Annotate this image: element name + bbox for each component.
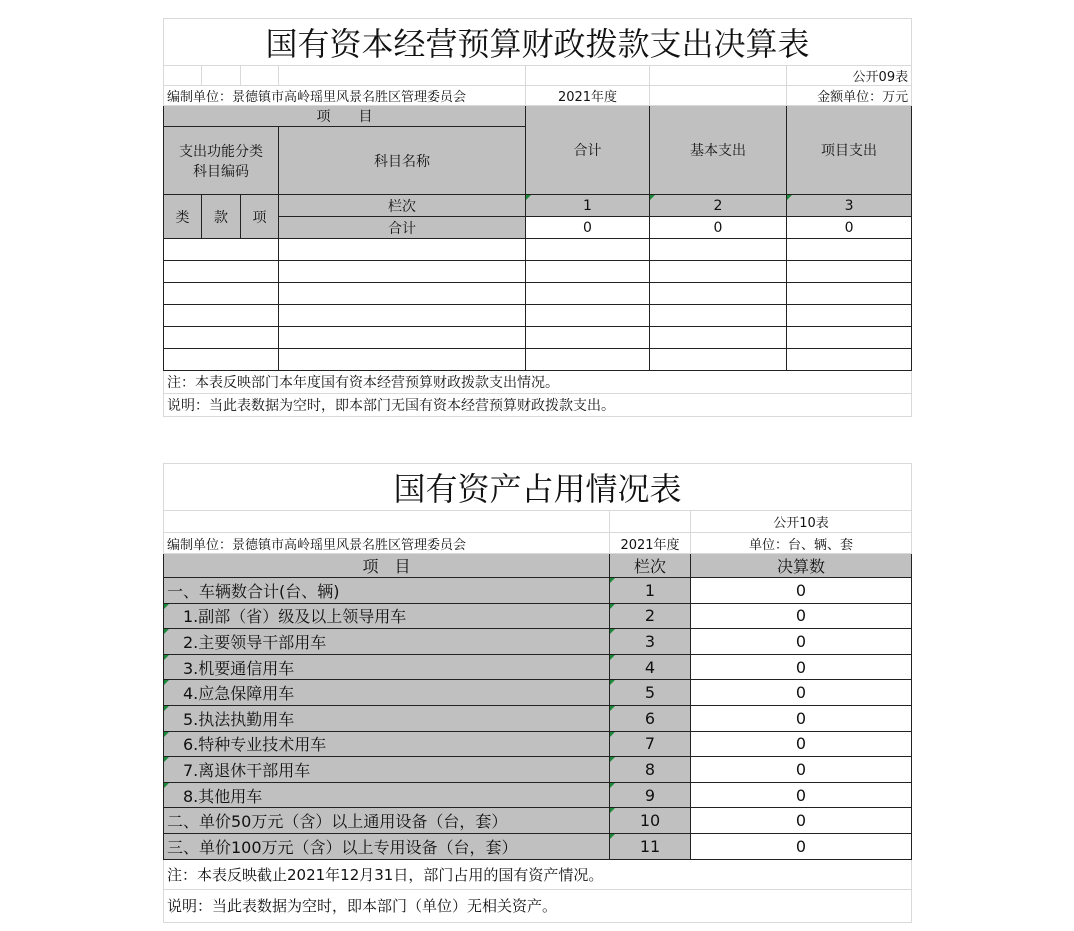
header-total: 合计 (526, 106, 650, 195)
cell (164, 239, 279, 261)
state-capital-budget-table (163, 18, 912, 417)
table-title: 国有资产占用情况表 (164, 464, 912, 511)
row-label: 二、单价50万元（含）以上通用设备（台，套） (164, 808, 610, 834)
cell (787, 283, 912, 305)
empty-row (164, 283, 912, 305)
cell (787, 305, 912, 327)
header-code-line1: 支出功能分类 (179, 143, 263, 160)
cell (279, 327, 526, 349)
cell (164, 261, 279, 283)
total-value: 0 (650, 217, 787, 239)
table-explain: 说明：当此表数据为空时，即本部门无国有资本经营预算财政拨款支出。 (164, 394, 912, 417)
cell (650, 239, 787, 261)
header-kuan: 款 (202, 195, 241, 239)
row-value: 0 (691, 680, 912, 706)
row-value: 0 (691, 757, 912, 783)
col-number: 2 (650, 195, 787, 217)
header-basic: 基本支出 (650, 106, 787, 195)
table-row (164, 654, 912, 680)
row-number: 11 (610, 833, 691, 859)
row-number: 2 (610, 603, 691, 629)
row-label: 1.副部（省）级及以上领导用车 (164, 603, 610, 629)
table-row (164, 629, 912, 655)
row-label: 三、单价100万元（含）以上专用设备（台，套） (164, 833, 610, 859)
row-number: 5 (610, 680, 691, 706)
cell (279, 283, 526, 305)
row-label: 6.特种专业技术用车 (164, 731, 610, 757)
cell (526, 349, 650, 371)
year-label: 2021年度 (526, 86, 650, 106)
cell (164, 283, 279, 305)
row-label: 2.主要领导干部用车 (164, 629, 610, 655)
table-code: 公开09表 (787, 66, 912, 86)
empty-row (164, 327, 912, 349)
header-name: 科目名称 (279, 127, 526, 195)
unit-label: 金额单位：万元 (787, 86, 912, 106)
table-note: 注：本表反映截止2021年12月31日，部门占用的国有资产情况。 (164, 859, 912, 889)
cell (279, 349, 526, 371)
header-xiang: 项 (241, 195, 279, 239)
cell (650, 305, 787, 327)
row-label: 4.应急保障用车 (164, 680, 610, 706)
row-label: 8.其他用车 (164, 782, 610, 808)
empty-row (164, 261, 912, 283)
year-label: 2021年度 (610, 533, 691, 554)
table-row (164, 833, 912, 859)
state-asset-table (163, 463, 912, 923)
table-row (164, 782, 912, 808)
row-value: 0 (691, 654, 912, 680)
row-number: 7 (610, 731, 691, 757)
total-label: 合计 (279, 217, 526, 239)
col-number: 1 (526, 195, 650, 217)
table-row (164, 757, 912, 783)
col-number: 3 (787, 195, 912, 217)
row-number: 9 (610, 782, 691, 808)
header-project: 项目支出 (787, 106, 912, 195)
cell (526, 239, 650, 261)
row-label: 7.离退休干部用车 (164, 757, 610, 783)
table-title: 国有资本经营预算财政拨款支出决算表 (164, 19, 912, 66)
cell (650, 283, 787, 305)
empty-row (164, 239, 912, 261)
empty-row (164, 305, 912, 327)
header-lanci: 栏次 (610, 554, 691, 578)
row-value: 0 (691, 603, 912, 629)
table-note: 注：本表反映部门本年度国有资本经营预算财政拨款支出情况。 (164, 371, 912, 394)
header-code (164, 127, 279, 195)
cell (526, 283, 650, 305)
table-code: 公开10表 (691, 511, 912, 533)
table-row (164, 578, 912, 604)
row-label: 5.执法执勤用车 (164, 705, 610, 731)
row-value: 0 (691, 629, 912, 655)
total-value: 0 (526, 217, 650, 239)
header-value: 决算数 (691, 554, 912, 578)
header-code-line2: 科目编码 (193, 163, 249, 180)
cell (526, 327, 650, 349)
header-item: 项 目 (164, 554, 610, 578)
cell (650, 327, 787, 349)
cell (787, 261, 912, 283)
row-value: 0 (691, 731, 912, 757)
row-number: 6 (610, 705, 691, 731)
row-value: 0 (691, 782, 912, 808)
cell (526, 261, 650, 283)
row-value: 0 (691, 808, 912, 834)
table-explain: 说明：当此表数据为空时，即本部门（单位）无相关资产。 (164, 889, 912, 922)
cell (164, 327, 279, 349)
cell (650, 261, 787, 283)
table-row (164, 680, 912, 706)
cell (279, 261, 526, 283)
table-row (164, 705, 912, 731)
row-value: 0 (691, 578, 912, 604)
cell (279, 239, 526, 261)
row-number: 4 (610, 654, 691, 680)
lanci-label: 栏次 (279, 195, 526, 217)
cell (526, 305, 650, 327)
empty-row (164, 349, 912, 371)
unit-label: 单位：台、辆、套 (691, 533, 912, 554)
total-value: 0 (787, 217, 912, 239)
row-label: 一、车辆数合计(台、辆) (164, 578, 610, 604)
row-value: 0 (691, 833, 912, 859)
row-label: 3.机要通信用车 (164, 654, 610, 680)
cell (787, 239, 912, 261)
header-item: 项 目 (164, 106, 526, 127)
cell (164, 349, 279, 371)
cell (787, 349, 912, 371)
row-number: 10 (610, 808, 691, 834)
row-number: 1 (610, 578, 691, 604)
row-number: 3 (610, 629, 691, 655)
org-label: 编制单位：景德镇市高岭瑶里风景名胜区管理委员会 (164, 86, 526, 106)
table-row (164, 731, 912, 757)
cell (787, 327, 912, 349)
table-row (164, 603, 912, 629)
cell (279, 305, 526, 327)
header-lei: 类 (164, 195, 202, 239)
row-number: 8 (610, 757, 691, 783)
table-row (164, 808, 912, 834)
row-value: 0 (691, 705, 912, 731)
cell (650, 349, 787, 371)
cell (164, 305, 279, 327)
org-label: 编制单位：景德镇市高岭瑶里风景名胜区管理委员会 (164, 533, 610, 554)
